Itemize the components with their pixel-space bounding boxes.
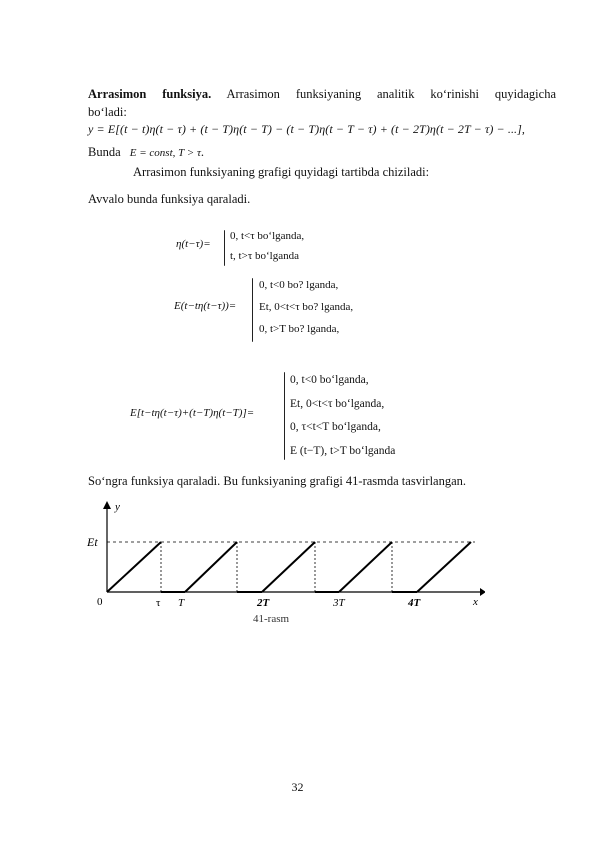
para-songra: So‘ngra funksiya qaraladi. Bu funksiyaning grafigi 41-rasmda tasvirlangan. [88, 474, 467, 488]
y-axis-arrow [103, 501, 111, 509]
tick-3t: 3T [333, 597, 345, 609]
eq1-brace [224, 230, 225, 266]
eq3-case-4: E (t−T), t>T bo‘lganda [290, 445, 396, 457]
ramp-4 [339, 542, 392, 592]
level-label: Et [87, 535, 98, 549]
para-grafik: Arrasimon funksiyaning grafigi quyidagi tartibda chiziladi: [133, 165, 430, 179]
x-axis-label: x [473, 596, 478, 608]
para-avval: Avvalo bunda funksiya qaraladi. [88, 192, 251, 206]
tick-t: T [178, 597, 185, 609]
ramp-2 [185, 542, 237, 592]
bunda-label: Bunda [88, 145, 121, 159]
eq3-case-1: 0, t<0 bo‘lganda, [290, 374, 369, 386]
ramp-3 [262, 542, 315, 592]
eq1-lhs: η(t−τ)= [176, 238, 211, 250]
page-number: 32 [291, 780, 304, 794]
eq2-case-2: Et, 0<t<τ bo? lganda, [259, 301, 354, 313]
tick-2t: 2T [257, 597, 270, 609]
eq3-case-2: Et, 0<t<τ bo‘lganda, [290, 398, 385, 410]
bunda-end: . [200, 145, 205, 159]
sawtooth-graph [85, 495, 485, 635]
eq3-case-3: 0, τ<t<T bo‘lganda, [290, 421, 381, 433]
bunda-line [88, 144, 204, 161]
period-markers [161, 542, 392, 592]
bunda-condition: E = const, T > τ [129, 147, 201, 159]
eq3-lhs: E[t−tη(t−τ)+(t−T)η(t−T)]= [130, 407, 255, 419]
origin-label: 0 [97, 596, 103, 608]
section-title: Arrasimon funksiya. [88, 87, 212, 101]
eq2-case-3: 0, t>T bo? lganda, [259, 323, 340, 335]
figure-caption: 41-rasm [253, 613, 290, 625]
eq2-lhs: E(t−tη(t−τ))= [174, 300, 237, 312]
main-formula: y = E[(t − t)η(t − τ) + (t − T)η(t − T) − (t − T)η(t − T − τ) + (t − 2T)η(t − 2T − τ) − ...], [88, 122, 526, 136]
eq2-case-1: 0, t<0 bo? lganda, [259, 279, 339, 291]
tick-4t: 4T [408, 597, 421, 609]
x-axis-arrow [480, 588, 485, 596]
ramp-5 [417, 542, 471, 592]
eq1-case-1: 0, t<τ bo‘lganda, [230, 230, 305, 242]
intro-line-1 [88, 86, 556, 102]
tick-tau: τ [156, 597, 161, 609]
eq2-brace [252, 278, 253, 342]
intro-text: Arrasimon funksiyaning analitik ko‘rinishi quyidagicha [226, 87, 557, 101]
eq3-brace [284, 372, 285, 460]
y-axis-label: y [115, 501, 120, 513]
sawtooth-signal [107, 542, 471, 592]
intro-line-2: bo‘ladi: [88, 105, 127, 119]
eq1-case-2: t, t>τ bo‘lganda [230, 250, 299, 262]
ramp-1 [107, 542, 161, 592]
